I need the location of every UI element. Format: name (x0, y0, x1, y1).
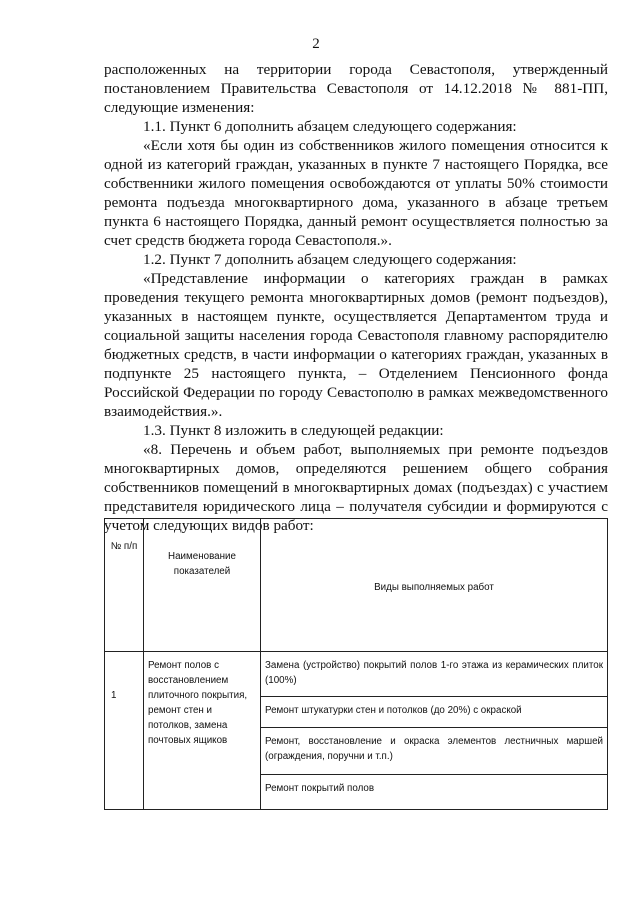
work-item: Ремонт штукатурки стен и потолков (до 20%) с окраской (261, 697, 608, 728)
paragraph-point-1-3: 1.3. Пункт 8 изложить в следующей редакции: (143, 422, 444, 439)
paragraph-point-1-3-text: «8. Перечень и объем работ, выполняемых при ремонте подъездов многоквартирных домов, определяются решением общего собрания собственников помещений в многоквартирных домах (подъездах) с участием представителя юридического лица – получателя субсидии и формируются с учетом следующих видов работ: (104, 441, 608, 534)
paragraph-point-1-2: 1.2. Пункт 7 дополнить абзацем следующего содержания: (143, 251, 517, 268)
row-indicator-cell: Ремонт полов с восстановлением плиточного покрытия, ремонт стен и потолков, замена почтовых ящиков (144, 652, 261, 810)
work-item: Ремонт, восстановление и окраска элементов лестничных маршей (ограждения, поручни и т.п.) (261, 728, 608, 775)
header-number: № п/п (105, 519, 144, 652)
paragraph-point-1-1-text: «Если хотя бы один из собственников жилого помещения относится к одной из категорий граждан, указанных в пункте 7 настоящего Порядка, все собственники жилого помещения освобождаются от уплаты 50% стоимости ремонта подъезда многоквартирного дома, указанного в абзаце третьем пункта 6 настоящего Порядка, данный ремонт осуществляется полностью за счет средств бюджета города Севастополя.». (104, 137, 608, 249)
table-row (105, 652, 608, 697)
row-number-cell: 1 (105, 652, 144, 810)
paragraph-intro: расположенных на территории города Севастополя, утвержденный постановлением Правительства Севастополя от 14.12.2018 № 881-ПП, следующие изменения: (104, 61, 608, 116)
table-header-row (105, 519, 608, 652)
work-item: Замена (устройство) покрытий полов 1-го этажа из керамических плиток (100%) (261, 652, 608, 697)
work-item: Ремонт покрытий полов (261, 775, 608, 810)
paragraph-point-1-2-text: «Представление информации о категориях граждан в рамках проведения текущего ремонта многоквартирных домов (ремонт подъездов), указанных в настоящем пункте, осуществляется Департаментом труда и социальной защиты населения города Севастополя главному распорядителю бюджетных средств, в части информации о категориях граждан, указанных в подпункте 25 настоящего пункта, – Отделением Пенсионного фонда Российской Федерации по городу Севастополю в рамках межведомственного взаимодействия.». (104, 270, 608, 420)
paragraph-point-1-1: 1.1. Пункт 6 дополнить абзацем следующего содержания: (143, 118, 517, 135)
header-works: Виды выполняемых работ (261, 519, 608, 652)
page-number: 2 (312, 36, 320, 52)
works-table (104, 518, 608, 810)
document-body (104, 60, 608, 535)
header-indicator: Наименование показателей (144, 519, 261, 652)
